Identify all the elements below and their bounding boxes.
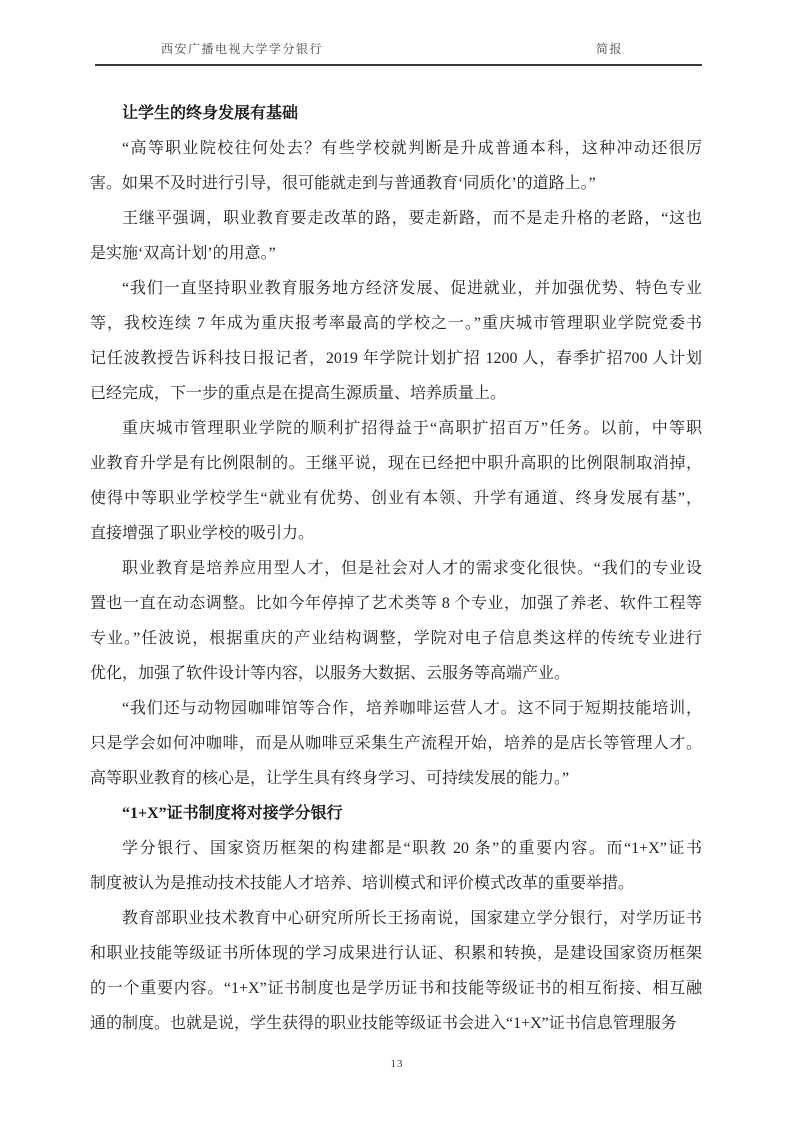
text-line: 记任波教授告诉科技日报记者，2019 年学院计划扩招 1200 人，春季扩招700 人计划 <box>90 350 702 367</box>
text-line: 重庆城市管理职业学院的顺利扩招得益于“高职扩招百万”任务。以前，中等职 <box>122 420 702 437</box>
text-line: 王继平强调，职业教育要走改革的路，要走新路，而不是走升格的老路，“这也 <box>122 210 702 227</box>
body-paragraph <box>90 831 702 901</box>
page-footer <box>0 1058 794 1070</box>
text-line: 学分银行、国家资历框架的构建都是“职教 20 条”的重要内容。而“1+X”证书 <box>122 840 702 857</box>
text-line: 只是学会如何冲咖啡，而是从咖啡豆采集生产流程开始，培养的是店长等管理人才。 <box>90 735 702 752</box>
body-paragraph <box>90 271 702 411</box>
header-title: 西安广播电视大学学分银行 <box>161 42 324 56</box>
text-line: 优化，加强了软件设计等内容，以服务大数据、云服务等高端产业。 <box>90 665 571 682</box>
text-line: 等，我校连续 7 年成为重庆报考率最高的学校之一。”重庆城市管理职业学院党委书 <box>90 315 702 332</box>
section-heading: “1+X”证书制度将对接学分银行 <box>122 805 343 822</box>
text-line: 害。如果不及时进行引导，很可能就走到与普通教育‘同质化’的道路上。” <box>90 175 596 192</box>
body-paragraph <box>90 551 702 691</box>
text-line: 业教育升学是有比例限制的。王继平说，现在已经把中职升高职的比例限制取消掉， <box>90 455 702 472</box>
body-paragraph <box>90 691 702 796</box>
body-paragraph <box>90 411 702 551</box>
text-line: 和职业技能等级证书所体现的学习成果进行认证、积累和转换，是建设国家资历框架 <box>90 945 702 962</box>
text-line: 教育部职业技术教育中心研究所所长王扬南说，国家建立学分银行，对学历证书 <box>122 910 702 927</box>
text-line: “高等职业院校往何处去？有些学校就判断是升成普通本科，这种冲动还很厉 <box>122 140 702 157</box>
text-line: 职业教育是培养应用型人才，但是社会对人才的需求变化很快。“我们的专业设 <box>122 560 702 577</box>
text-line: “我们一直坚持职业教育服务地方经济发展、促进就业，并加强优势、特色专业 <box>122 280 702 297</box>
header-doc-type: 简报 <box>595 42 623 56</box>
text-line: 制度被认为是推动技术技能人才培养、培训模式和评价模式改革的重要举措。 <box>90 875 635 892</box>
text-line: “我们还与动物园咖啡馆等合作，培养咖啡运营人才。这不同于短期技能培训， <box>122 700 702 717</box>
text-line: 已经完成，下一步的重点是在提高生源质量、培养质量上。 <box>90 385 507 402</box>
text-line: 高等职业教育的核心是，让学生具有终身学习、可持续发展的能力。” <box>90 770 570 787</box>
body-paragraph <box>90 901 702 1041</box>
text-line: 使得中等职业学校学生“就业有优势、创业有本领、升学有通道、终身发展有基”， <box>90 490 702 507</box>
page-number: 13 <box>390 1058 404 1070</box>
body-paragraph <box>90 131 702 201</box>
text-line: 直接增强了职业学校的吸引力。 <box>90 525 315 542</box>
text-line: 的一个重要内容。“1+X”证书制度也是学历证书和技能等级证书的相互衔接、相互融 <box>90 980 702 997</box>
page-header <box>95 40 702 66</box>
text-line: 置也一直在动态调整。比如今年停掉了艺术类等 8 个专业，加强了养老、软件工程等 <box>90 595 702 612</box>
document-body <box>90 96 702 1041</box>
body-paragraph <box>90 201 702 271</box>
section-heading: 让学生的终身发展有基础 <box>122 105 299 122</box>
text-line: 是实施‘双高计划’的用意。” <box>90 245 276 262</box>
text-line: 通的制度。也就是说，学生获得的职业技能等级证书会进入“1+X”证书信息管理服务 <box>90 1015 677 1032</box>
text-line: 专业。”任波说，根据重庆的产业结构调整，学院对电子信息类这样的传统专业进行 <box>90 630 702 647</box>
